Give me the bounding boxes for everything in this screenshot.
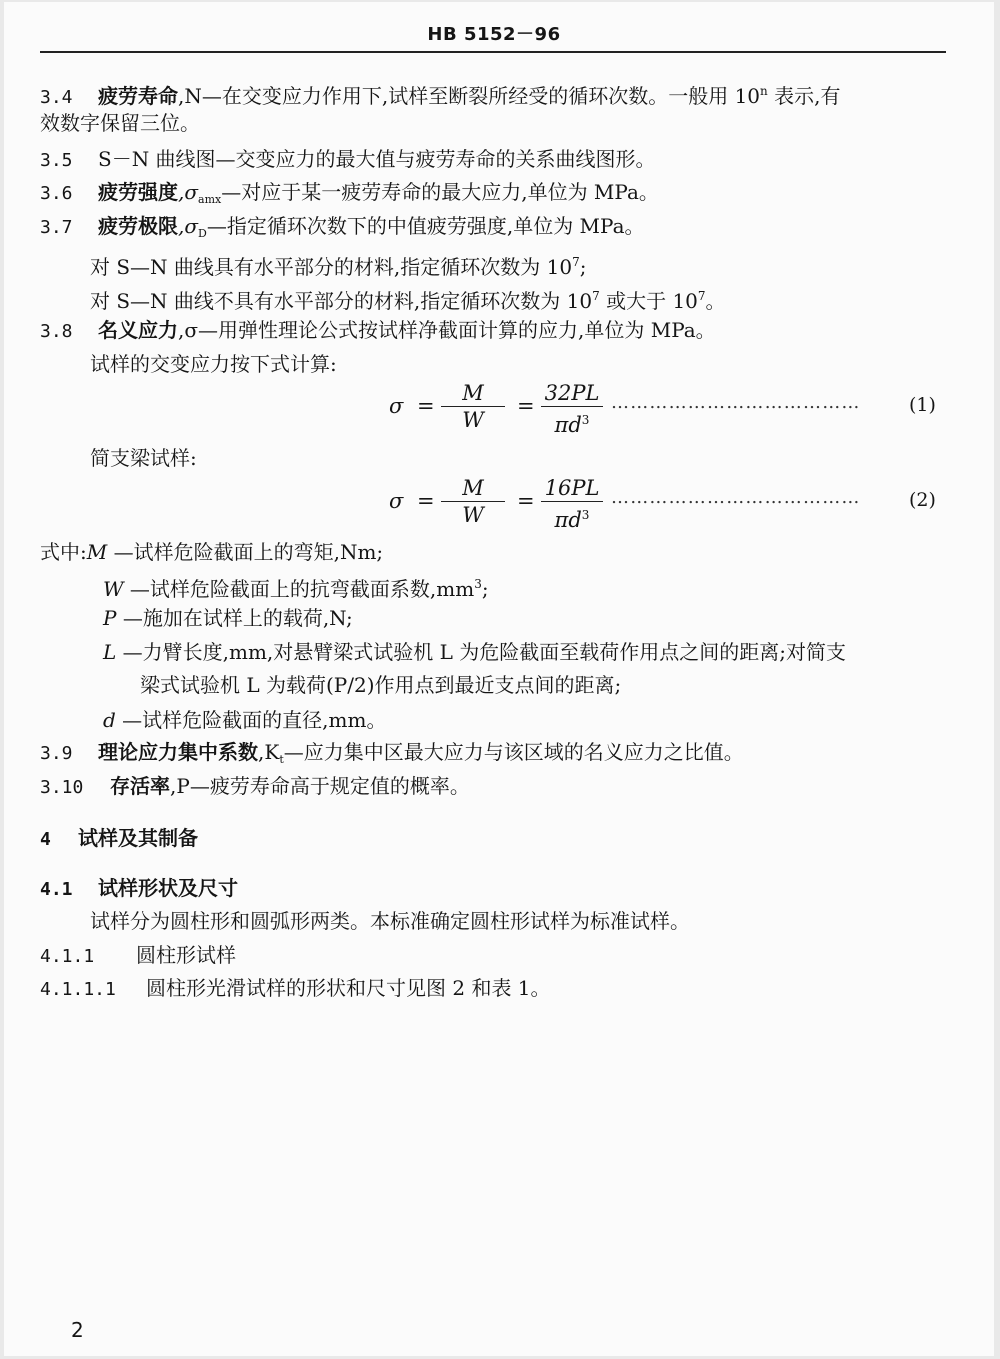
where-prefix: 式中:: [40, 540, 87, 564]
definition: —力臂长度,mm,对悬臂梁式试验机 L 为危险截面至载荷作用点之间的距离;对简支: [116, 640, 847, 664]
equals-sign: =: [517, 489, 535, 513]
superscript: n: [760, 84, 768, 98]
clause-3-8-subline: 试样的交变应力按下式计算:: [90, 352, 337, 376]
symbol-p: P: [103, 606, 117, 630]
where-m: [40, 539, 383, 565]
clause-number: 3.4: [40, 87, 73, 108]
denominator-group: [541, 502, 603, 532]
where-w: [103, 571, 489, 602]
clause-3-6: [40, 179, 659, 213]
definition: —试样危险截面上的弯矩,Nm;: [107, 540, 384, 564]
section-4-heading: [40, 825, 198, 853]
clause-text: —对应于某一疲劳寿命的最大应力,单位为 MPa。: [221, 180, 659, 204]
section-number: 4.1.1.1: [40, 979, 116, 1000]
symbol-l: L: [103, 640, 117, 664]
clause-term: 疲劳寿命: [98, 84, 178, 108]
where-l-continuation: 梁式试验机 L 为载荷(P/2)作用点到最近支点间的距离;: [140, 673, 622, 697]
numerator: M: [462, 381, 484, 405]
section-4-1-text: 试样分为圆柱形和圆弧形两类。本标准确定圆柱形试样为标准试样。: [90, 909, 690, 933]
fraction-pl-over-pid3: [541, 380, 603, 437]
denominator: πd: [554, 508, 582, 532]
equals-sign: =: [417, 489, 435, 513]
definition: —试样危险截面上的抗弯截面系数,mm: [123, 577, 475, 601]
section-title: 圆柱形试样: [136, 943, 236, 967]
superscript: 7: [697, 289, 706, 303]
symbol: ,K: [258, 740, 280, 764]
numerator: 16PL: [544, 476, 600, 500]
text: 对 S—N 曲线不具有水平部分的材料,指定循环次数为 10: [90, 289, 593, 313]
numerator: 32PL: [544, 381, 600, 405]
equation-1: [389, 380, 949, 440]
clause-3-4-continuation: 效数字保留三位。: [40, 111, 200, 135]
superscript: 3: [474, 577, 482, 591]
document-page: [4, 2, 994, 1356]
denominator: W: [462, 503, 484, 527]
section-4-1-1-heading: [40, 942, 236, 970]
symbol-d: d: [103, 708, 116, 732]
clause-number: 3.7: [40, 217, 73, 238]
clause-3-5: [40, 146, 656, 174]
section-text: 圆柱形光滑试样的形状和尺寸见图 2 和表 1。: [146, 976, 551, 1000]
clause-term: 名义应力: [98, 318, 178, 342]
section-title: 试样及其制备: [78, 826, 198, 850]
clause-number: 3.8: [40, 321, 73, 342]
clause-number: 3.5: [40, 150, 73, 171]
clause-text: —指定循环次数下的中值疲劳强度,单位为 MPa。: [206, 214, 645, 238]
clause-text: —应力集中区最大应力与该区域的名义应力之比值。: [283, 740, 744, 764]
equation-lhs: σ: [389, 394, 404, 418]
symbol-w: W: [103, 577, 124, 601]
fraction-m-over-w: [441, 380, 505, 433]
superscript: 7: [572, 255, 580, 269]
equation-number: (1): [909, 394, 936, 416]
equation-number: (2): [909, 489, 936, 511]
clause-3-7-line-1: [90, 249, 586, 280]
text: 对 S—N 曲线具有水平部分的材料,指定循环次数为 10: [90, 255, 573, 279]
clause-3-7: [40, 213, 645, 247]
symbol-m: M: [86, 540, 108, 564]
clause-text: ,N—在交变应力作用下,试样至断裂所经受的循环次数。一般用 10: [178, 84, 761, 108]
fraction-pl-over-pid3: [541, 475, 603, 532]
clause-3-4: [40, 78, 840, 111]
section-number: 4: [40, 829, 51, 850]
numerator: M: [462, 476, 484, 500]
fraction-m-over-w: [441, 475, 505, 528]
clause-3-8: [40, 317, 716, 345]
definition: —试样危险截面的直径,mm。: [115, 708, 387, 732]
section-number: 4.1.1: [40, 946, 95, 967]
header-rule: [40, 51, 946, 53]
text-end: 。: [705, 289, 726, 313]
clause-number: 3.10: [40, 777, 84, 798]
clause-text-end: 表示,有: [767, 84, 841, 108]
superscript: 7: [592, 289, 600, 303]
clause-term: 理论应力集中系数: [98, 740, 258, 764]
definition-end: ;: [481, 577, 489, 601]
section-4-1-heading: [40, 875, 238, 903]
denominator-group: [541, 407, 603, 437]
where-l: [103, 639, 846, 665]
clause-number: 3.9: [40, 743, 73, 764]
subscript: amx: [198, 193, 222, 206]
equals-sign: =: [417, 394, 435, 418]
equals-sign: =: [517, 394, 535, 418]
clause-text: ,σ—用弹性理论公式按试样净截面计算的应力,单位为 MPa。: [178, 318, 716, 342]
symbol: ,σ: [178, 180, 199, 204]
clause-term: 存活率: [110, 774, 170, 798]
clause-3-10: [40, 773, 470, 801]
section-number: 4.1: [40, 879, 73, 900]
clause-number: 3.6: [40, 183, 73, 204]
text-end: ;: [579, 255, 587, 279]
document-code-header: HB 5152－96: [427, 24, 561, 45]
denominator: W: [462, 408, 484, 432]
where-p: [103, 605, 353, 631]
section-4-1-1-1: [40, 975, 551, 1003]
clause-term: 疲劳强度: [98, 180, 178, 204]
clause-term: 疲劳极限: [98, 214, 178, 238]
superscript: 3: [581, 508, 590, 522]
denominator: πd: [554, 413, 582, 437]
simply-supported-beam-label: 简支梁试样:: [90, 446, 197, 470]
equation-2: [389, 475, 949, 535]
clause-text: S－N 曲线图—交变应力的最大值与疲劳寿命的关系曲线图形。: [98, 147, 656, 171]
clause-3-9: [40, 739, 744, 773]
subscript: D: [198, 227, 207, 240]
clause-text: ,P—疲劳寿命高于规定值的概率。: [170, 774, 470, 798]
subscript: t: [279, 753, 284, 766]
equation-lhs: σ: [389, 489, 404, 513]
text-mid: 或大于 10: [599, 289, 698, 313]
symbol: ,σ: [178, 214, 199, 238]
where-d: [103, 707, 386, 733]
page-number: 2: [71, 1318, 84, 1342]
definition: —施加在试样上的载荷,N;: [116, 606, 353, 630]
leader-dots: …………………………………: [611, 487, 861, 508]
section-title: 试样形状及尺寸: [98, 876, 238, 900]
leader-dots: …………………………………: [611, 392, 861, 413]
superscript: 3: [581, 413, 590, 427]
clause-3-7-line-2: [90, 283, 726, 314]
